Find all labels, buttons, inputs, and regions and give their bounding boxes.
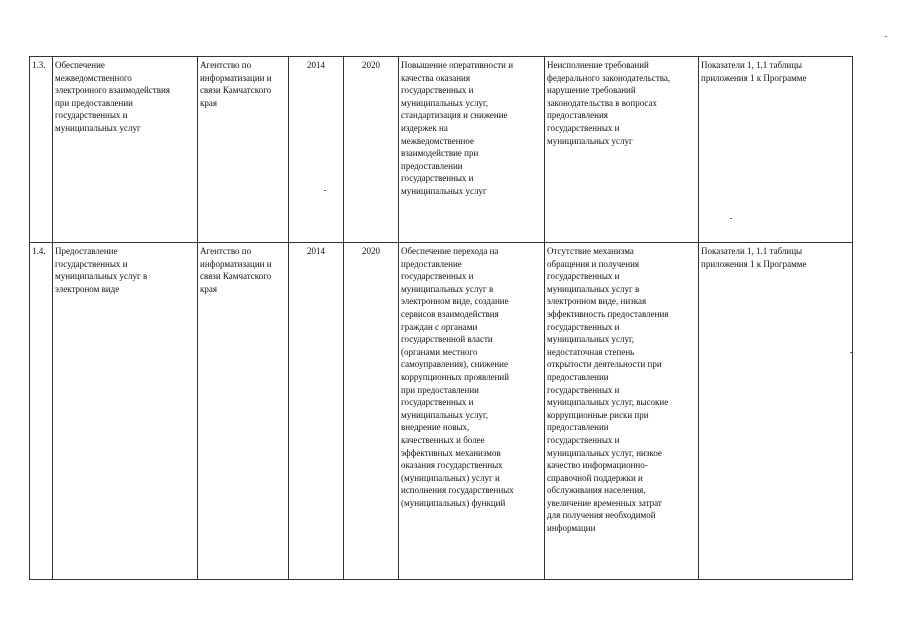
non-implementation-consequences: Неисполнение требований федерального законодательства, нарушение требований законодательства в вопросах предоставления государственных и муниципальных услуг: [545, 57, 699, 243]
row-number: 1.4.: [30, 243, 53, 580]
end-year: 2020: [344, 243, 399, 580]
table-row: [30, 243, 853, 580]
start-year: 2014: [289, 57, 344, 243]
responsible-executor: Агентство по информатизации и связи Камчатского края: [198, 243, 289, 580]
scan-speck: [850, 352, 852, 353]
table-row: [30, 57, 853, 243]
measure-name: Предоставление государственных и муниципальных услуг в электроном виде: [53, 243, 198, 580]
scan-speck: [885, 36, 887, 37]
related-indicators: Показатели 1, 1.1 таблицы приложения 1 к Программе: [699, 243, 853, 580]
end-year: 2020: [344, 57, 399, 243]
non-implementation-consequences: Отсутствие механизма обращения и получения государственных и муниципальных услуг в электронном виде, низкая эффективность предоставления государственных и муниципальных услуг, недостаточная степень открытости деятельности при предоставлении государственных и муниципальных услуг, высокие коррупционные риски при предоставлении государственных и муниципальных услуг, низкое качество информационно- справочной поддержки и обслуживания населения, увеличение временных затрат для получения необходимой информации: [545, 243, 699, 580]
scan-speck: [730, 218, 732, 219]
scan-speck: [324, 190, 326, 191]
responsible-executor: Агентство по информатизации и связи Камчатского края: [198, 57, 289, 243]
measure-name: Обеспечение межведомственного электронного взаимодействия при предоставлении государственных и муниципальных услуг: [53, 57, 198, 243]
start-year: 2014: [289, 243, 344, 580]
program-measures-table: [29, 56, 853, 580]
expected-result: Обеспечение перехода на предоставление государственных и муниципальных услуг в электронном виде, создание сервисов взаимодействия граждан с органами государственной власти (органами местного самоуправления), снижение коррупционных проявлений при предоставлении государственных и муниципальных услуг, внедрение новых, качественных и более эффективных механизмов оказания государственных (муниципальных) услуг и исполнения государственных (муниципальных) функций: [399, 243, 545, 580]
row-number: 1.3.: [30, 57, 53, 243]
expected-result: Повышение оперативности и качества оказания государственных и муниципальных услуг, стандартизация и снижение издержек на межведомственное взаимодействие при предоставлении государственных и муниципальных услуг: [399, 57, 545, 243]
related-indicators: Показатели 1, 1.1 таблицы приложения 1 к Программе: [699, 57, 853, 243]
